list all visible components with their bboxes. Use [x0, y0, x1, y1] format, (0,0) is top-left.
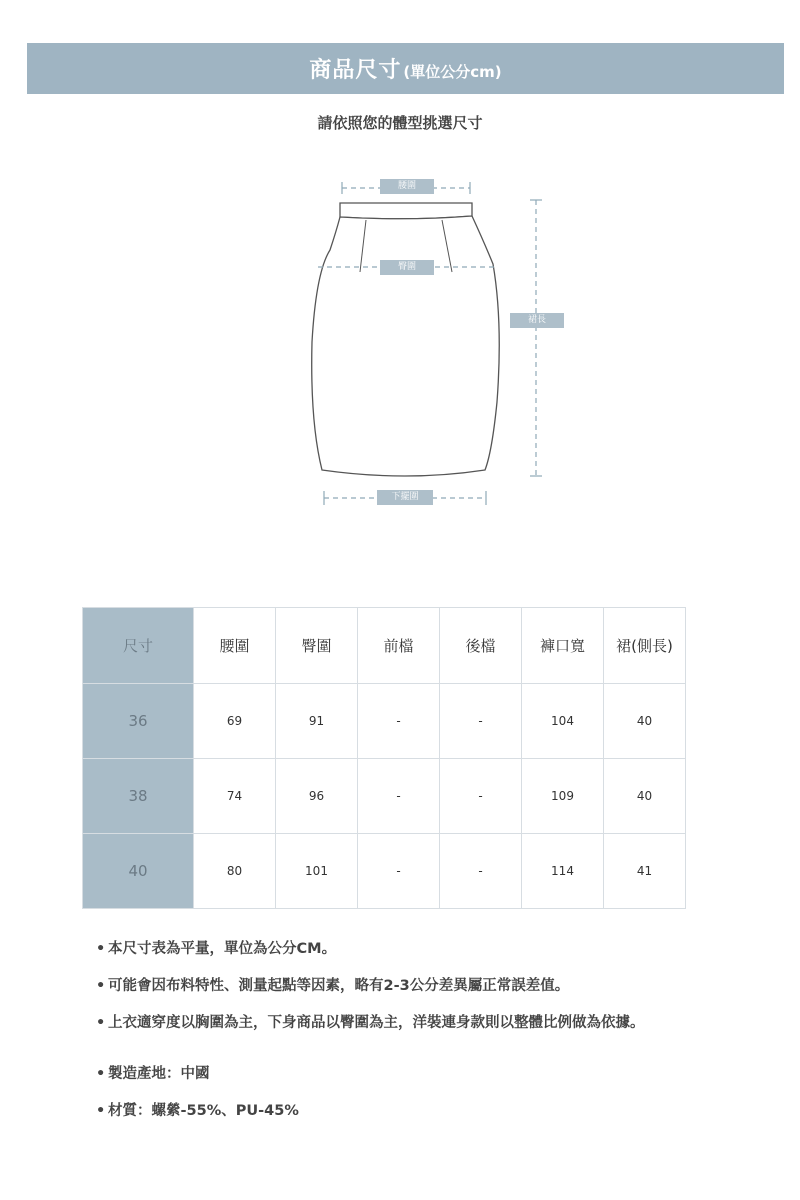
table-cell: 74 [194, 759, 276, 834]
note-text: 可能會因布料特性、測量起點等因素，略有2-3公分差異屬正常誤差值。 [108, 978, 570, 994]
header-side-length: 裙(側長) [604, 608, 686, 684]
material-text: 材質：螺縈-55%、PU-45% [108, 1103, 299, 1119]
skirt-diagram [300, 172, 580, 512]
bullet-icon: • [96, 1066, 106, 1082]
table-cell: 91 [276, 684, 358, 759]
table-cell: 96 [276, 759, 358, 834]
row-size: 40 [83, 834, 194, 909]
subtitle: 請依照您的體型挑選尺寸 [317, 114, 483, 132]
header-hip: 臀圍 [276, 608, 358, 684]
length-label: 裙長 [510, 313, 564, 328]
unit-note: (單位公分cm) [403, 62, 502, 81]
note-text: 本尺寸表為平量，單位為公分CM。 [108, 941, 337, 957]
header-back-rise: 後檔 [440, 608, 522, 684]
table-row [83, 759, 686, 834]
waist-label: 腰圍 [380, 179, 434, 194]
bullet-icon: • [96, 941, 106, 957]
origin-item [96, 1063, 645, 1100]
waistband-outline [340, 203, 472, 219]
notes-section [96, 938, 645, 1137]
table-cell: 41 [604, 834, 686, 909]
title-bar [27, 43, 784, 94]
skirt-illustration [300, 172, 580, 512]
table-row [83, 684, 686, 759]
length-measure-line [530, 200, 542, 476]
bullet-icon: • [96, 978, 106, 994]
table-cell: - [440, 759, 522, 834]
table-cell: - [440, 834, 522, 909]
table-cell: - [358, 759, 440, 834]
note-text: 上衣適穿度以胸圍為主，下身商品以臀圍為主，洋裝連身款則以整體比例做為依據。 [108, 1015, 645, 1031]
table-cell: 40 [604, 684, 686, 759]
bullet-icon: • [96, 1103, 106, 1119]
table-cell: - [358, 684, 440, 759]
note-item [96, 938, 645, 975]
header-size: 尺寸 [83, 608, 194, 684]
table-cell: 40 [604, 759, 686, 834]
table-cell: - [440, 684, 522, 759]
table-cell: 114 [522, 834, 604, 909]
table-header-row [83, 608, 686, 684]
bullet-icon: • [96, 1015, 106, 1031]
size-table [82, 607, 686, 909]
table-cell: 80 [194, 834, 276, 909]
row-size: 36 [83, 684, 194, 759]
header-front-rise: 前檔 [358, 608, 440, 684]
table-cell: - [358, 834, 440, 909]
table-row [83, 834, 686, 909]
material-item [96, 1100, 645, 1137]
skirt-outline [312, 216, 500, 476]
hip-label: 臀圍 [380, 260, 434, 275]
table-cell: 109 [522, 759, 604, 834]
page-title: 商品尺寸 [309, 58, 402, 83]
table-cell: 104 [522, 684, 604, 759]
origin-text: 製造產地：中國 [108, 1066, 210, 1082]
header-waist: 腰圍 [194, 608, 276, 684]
hem-label: 下擺圍 [377, 490, 433, 505]
note-item [96, 1012, 645, 1049]
table-cell: 69 [194, 684, 276, 759]
header-hem-width: 褲口寬 [522, 608, 604, 684]
table-cell: 101 [276, 834, 358, 909]
note-item [96, 975, 645, 1012]
row-size: 38 [83, 759, 194, 834]
